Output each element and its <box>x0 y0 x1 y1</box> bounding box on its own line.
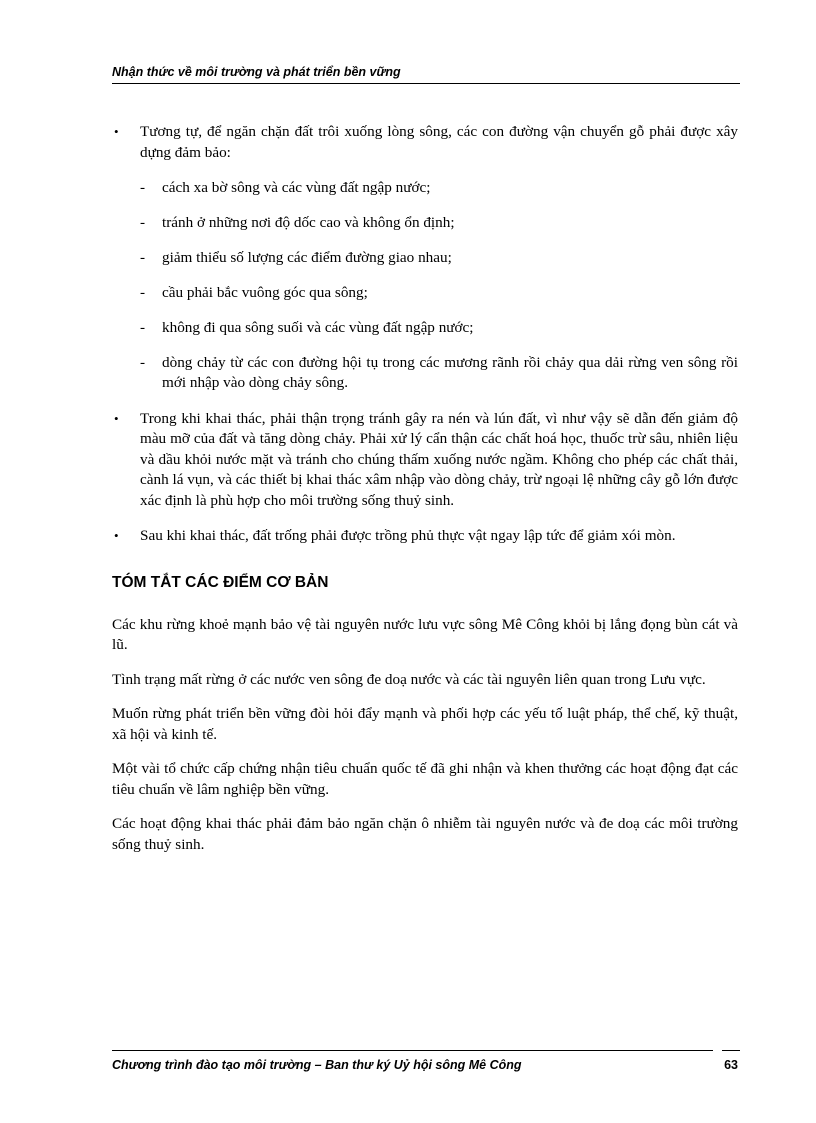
page-number: 63 <box>724 1058 738 1072</box>
footer-text: Chương trình đào tạo môi trường – Ban thư ký Uỷ hội sông Mê Công <box>112 1058 522 1072</box>
list-item-text: cách xa bờ sông và các vùng đất ngập nước; <box>162 178 431 196</box>
footer-rule-main <box>112 1050 713 1051</box>
bullet-text: Tương tự, để ngăn chặn đất trôi xuống lòng sông, các con đường vận chuyển gỗ phải được xây dựng đảm bảo: <box>140 123 738 161</box>
list-item <box>140 248 738 269</box>
summary-paragraph: Tình trạng mất rừng ở các nước ven sông đe doạ nước và các tài nguyên liên quan trong Lưu vực. <box>112 670 706 688</box>
list-item-text: dòng chảy từ các con đường hội tụ trong các mương rãnh rồi chảy qua dải rừng ven sông rồi mới nhập vào dòng chảy sông. <box>162 353 738 391</box>
header-title: Nhận thức về môi trường và phát triển bền vững <box>112 65 401 79</box>
summary-paragraph: Muốn rừng phát triển bền vững đòi hỏi đẩy mạnh và phối hợp các yếu tố luật pháp, thể chế, kỹ thuật, xã hội và kinh tế. <box>112 705 738 743</box>
summary-paragraph: Các hoạt động khai thác phải đảm bảo ngăn chặn ô nhiễm tài nguyên nước và đe doạ các môi trường sống thuỷ sinh. <box>112 815 738 853</box>
dash-icon: - <box>140 283 146 301</box>
footer-divider <box>112 1050 740 1052</box>
page-header <box>112 64 740 84</box>
list-item-text: tránh ở những nơi độ dốc cao và không ổn định; <box>162 213 455 231</box>
page-content <box>112 122 738 855</box>
road-requirements-list <box>140 178 738 394</box>
bullet-item <box>112 526 738 547</box>
list-item <box>140 283 738 304</box>
dash-icon: - <box>140 248 146 266</box>
bullet-item <box>112 409 738 512</box>
footer-rule-page <box>722 1050 740 1051</box>
list-item-text: giảm thiểu số lượng các điểm đường giao nhau; <box>162 248 452 266</box>
list-item <box>140 318 738 339</box>
list-item-text: không đi qua sông suối và các vùng đất ngập nước; <box>162 318 474 336</box>
summary-paragraph: Một vài tổ chức cấp chứng nhận tiêu chuẩn quốc tế đã ghi nhận và khen thưởng các hoạt động đạt các tiêu chuẩn về lâm nghiệp bền vững. <box>112 760 738 798</box>
bullet-icon: • <box>114 528 119 543</box>
page-footer <box>112 1050 740 1073</box>
dash-icon: - <box>140 318 146 336</box>
bullet-text: Sau khi khai thác, đất trống phải được trồng phủ thực vật ngay lập tức để giảm xói mòn. <box>140 527 676 544</box>
list-item <box>140 178 738 199</box>
dash-icon: - <box>140 178 146 196</box>
bullet-icon: • <box>114 124 119 139</box>
dash-icon: - <box>140 213 146 231</box>
list-item <box>140 213 738 234</box>
summary-heading: TÓM TẮT CÁC ĐIỂM CƠ BẢN <box>112 573 329 591</box>
bullet-text: Trong khi khai thác, phải thận trọng tránh gây ra nén và lún đất, vì như vậy sẽ dẫn đến giảm độ màu mỡ của đất và tăng dòng chảy. Phải xử lý cẩn thận các chất hoá học, thuốc trừ sâu, nhiên liệu và dầu khỏi nước mặt và tránh cho chúng thấm xuống nước ngầm. Không cho phép các chất thải, cành lá vụn, và các thiết bị khai thác xâm nhập vào dòng chảy, trừ ngoại lệ những cây gỗ lớn được xác định là phù hợp cho môi trường sống thuỷ sinh. <box>140 409 738 509</box>
dash-icon: - <box>140 353 146 371</box>
bullet-item <box>112 122 738 394</box>
bullet-icon: • <box>114 410 119 426</box>
summary-paragraph: Các khu rừng khoẻ mạnh bảo vệ tài nguyên nước lưu vực sông Mê Công khỏi bị lắng đọng bùn cát và lũ. <box>112 615 738 653</box>
list-item <box>140 353 738 394</box>
header-divider <box>112 83 740 84</box>
list-item-text: cầu phải bắc vuông góc qua sông; <box>162 283 368 301</box>
